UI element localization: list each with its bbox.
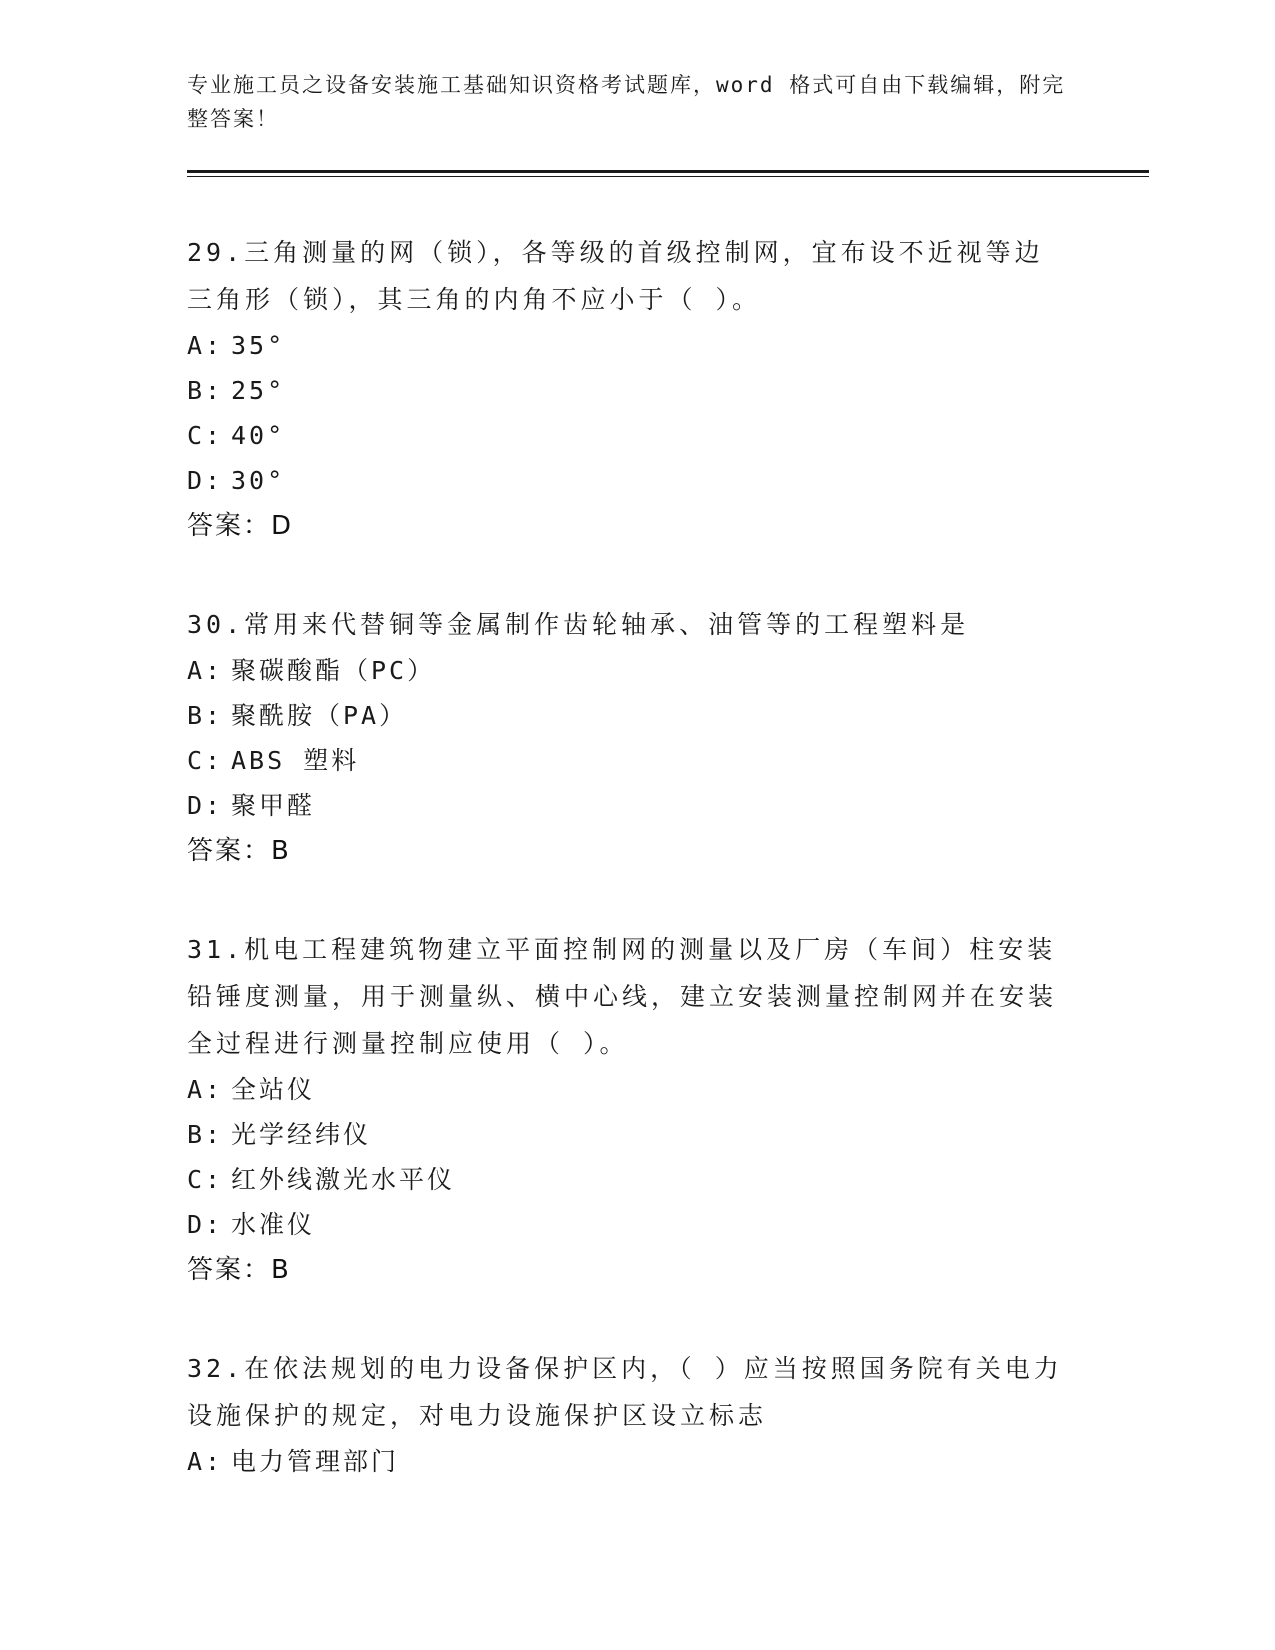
option-letter: B: <box>187 701 224 730</box>
option-d <box>187 1202 1147 1247</box>
option-letter: A: <box>187 1075 224 1104</box>
option-text: 聚碳酸酯（PC） <box>231 656 436 685</box>
option-b <box>187 693 1147 738</box>
option-d <box>187 783 1147 828</box>
question-32 <box>187 1345 1147 1484</box>
document-intro: 专业施工员之设备安装施工基础知识资格考试题库，word 格式可自由下载编辑，附完整答案！ <box>187 73 1066 131</box>
answer-line: 答案：B <box>187 1255 291 1285</box>
header-divider <box>187 170 1149 177</box>
document-page <box>187 68 1147 1484</box>
question-30 <box>187 601 1147 874</box>
question-stem: 32.在依法规划的电力设备保护区内，（ ）应当按照国务院有关电力设施保护的规定，对电力设施保护区设立标志 <box>187 1354 1063 1430</box>
option-letter: B: <box>187 1120 224 1149</box>
option-text: 红外线激光水平仪 <box>231 1165 456 1194</box>
option-a <box>187 1439 1147 1484</box>
option-letter: C: <box>187 421 224 450</box>
divider-thin-line <box>187 176 1149 177</box>
option-letter: C: <box>187 1165 224 1194</box>
question-stem: 31.机电工程建筑物建立平面控制网的测量以及厂房（车间）柱安装铅锤度测量，用于测量纵、横中心线，建立安装测量控制网并在安装全过程进行测量控制应使用（ ）。 <box>187 935 1058 1058</box>
question-stem: 30.常用来代替铜等金属制作齿轮轴承、油管等的工程塑料是 <box>187 610 970 639</box>
answer-line: 答案：B <box>187 836 291 866</box>
option-text: 光学经纬仪 <box>231 1120 372 1149</box>
option-text: 40° <box>231 421 286 450</box>
option-c <box>187 413 1147 458</box>
option-a <box>187 323 1147 368</box>
option-b <box>187 368 1147 413</box>
option-a <box>187 1067 1147 1112</box>
option-text: 25° <box>231 376 286 405</box>
question-stem: 29.三角测量的网（锁），各等级的首级控制网，宜布设不近视等边三角形（锁），其三角的内角不应小于（ ）。 <box>187 238 1044 314</box>
option-c <box>187 738 1147 783</box>
option-c <box>187 1157 1147 1202</box>
question-31 <box>187 926 1147 1293</box>
option-letter: A: <box>187 331 224 360</box>
option-b <box>187 1112 1147 1157</box>
option-text: 全站仪 <box>231 1075 316 1104</box>
answer-line: 答案：D <box>187 511 294 541</box>
option-text: 水准仪 <box>231 1210 316 1239</box>
option-text: 30° <box>231 466 286 495</box>
option-letter: D: <box>187 466 224 495</box>
option-letter: B: <box>187 376 224 405</box>
option-a <box>187 648 1147 693</box>
option-letter: A: <box>187 656 224 685</box>
option-d <box>187 458 1147 503</box>
option-text: 电力管理部门 <box>231 1447 400 1476</box>
option-text: 聚酰胺（PA） <box>231 701 408 730</box>
option-text: 聚甲醛 <box>231 791 316 820</box>
option-letter: D: <box>187 791 224 820</box>
divider-thick-line <box>187 170 1149 173</box>
question-29 <box>187 229 1147 549</box>
option-text: ABS 塑料 <box>231 746 360 775</box>
option-letter: C: <box>187 746 224 775</box>
option-text: 35° <box>231 331 286 360</box>
option-letter: A: <box>187 1447 224 1476</box>
option-letter: D: <box>187 1210 224 1239</box>
